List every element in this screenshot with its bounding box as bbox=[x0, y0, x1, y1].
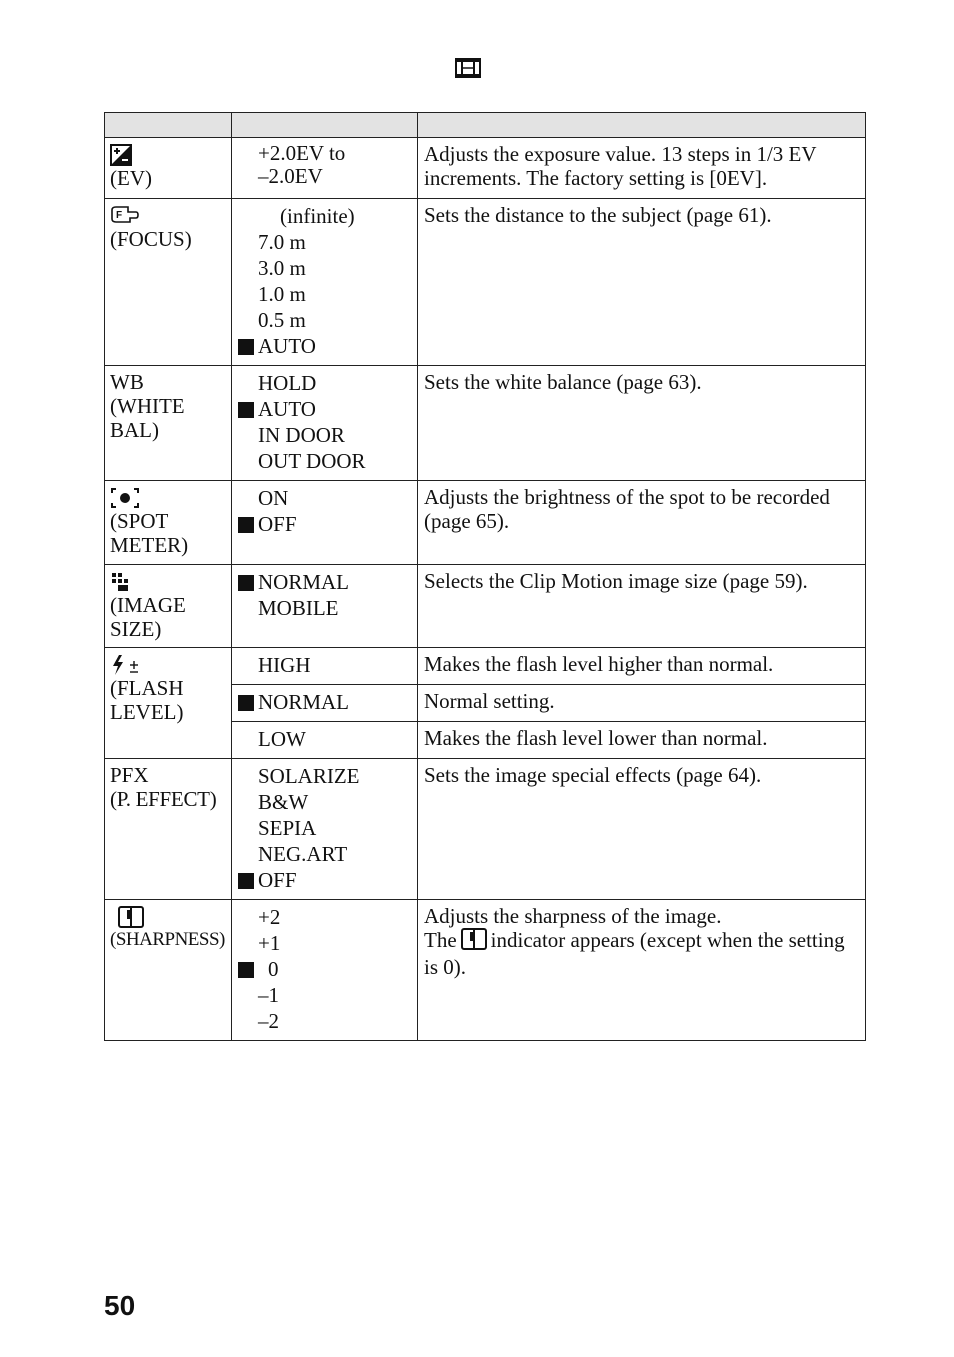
item-cell bbox=[105, 366, 232, 481]
description-cell: Makes the flash level lower than normal. bbox=[418, 722, 866, 759]
option: SEPIA bbox=[258, 816, 317, 840]
item-label: (P. EFFECT) bbox=[110, 787, 217, 811]
option-label: AUTO bbox=[258, 334, 316, 358]
table-row bbox=[105, 648, 866, 685]
option: +2 bbox=[258, 905, 281, 929]
option-label: NORMAL bbox=[258, 690, 350, 714]
options-cell bbox=[232, 685, 418, 722]
flash-level-icon bbox=[110, 654, 225, 676]
default-marker bbox=[238, 339, 254, 355]
option: IN DOOR bbox=[258, 423, 345, 447]
item-cell bbox=[105, 565, 232, 648]
option: 1.0 m bbox=[258, 282, 306, 306]
options-cell bbox=[232, 138, 418, 199]
options-cell bbox=[232, 565, 418, 648]
item-label: SIZE) bbox=[110, 617, 162, 641]
movie-mode-icon bbox=[455, 58, 481, 78]
header-item bbox=[105, 113, 232, 138]
focus-icon bbox=[110, 205, 225, 227]
page-number: 50 bbox=[104, 1290, 136, 1321]
exposure-icon bbox=[110, 144, 225, 166]
header-setting bbox=[232, 113, 418, 138]
description-cell: Makes the flash level higher than normal. bbox=[418, 648, 866, 685]
options-cell bbox=[232, 722, 418, 759]
option: MOBILE bbox=[258, 596, 339, 620]
options-cell bbox=[232, 759, 418, 900]
option: 3.0 m bbox=[258, 256, 306, 280]
item-label: (FOCUS) bbox=[110, 227, 192, 251]
option-label: OFF bbox=[258, 512, 297, 536]
item-label: (WHITE bbox=[110, 394, 185, 418]
table-row bbox=[105, 759, 866, 900]
options-cell bbox=[232, 900, 418, 1041]
default-marker bbox=[238, 962, 254, 978]
item-label: LEVEL) bbox=[110, 700, 184, 724]
description-cell: Sets the white balance (page 63). bbox=[418, 366, 866, 481]
options-cell bbox=[232, 366, 418, 481]
description-cell: Adjusts the exposure value. 13 steps in 1/3 EV increments. The factory setting is [0EV]. bbox=[418, 138, 866, 199]
option: HIGH bbox=[258, 653, 311, 677]
options-cell bbox=[232, 481, 418, 565]
default-marker bbox=[238, 402, 254, 418]
table-row bbox=[105, 366, 866, 481]
option: ON bbox=[258, 486, 289, 510]
description-line bbox=[424, 928, 859, 979]
option-label: NORMAL bbox=[258, 570, 350, 594]
option-default bbox=[238, 689, 411, 715]
item-cell bbox=[105, 138, 232, 199]
option: HOLD bbox=[258, 371, 317, 395]
item-label: (SPOT bbox=[110, 509, 169, 533]
sharpness-indicator-icon bbox=[461, 928, 487, 955]
option-default bbox=[238, 396, 411, 422]
item-label: BAL) bbox=[110, 418, 159, 442]
option: NEG.ART bbox=[258, 842, 348, 866]
table-row bbox=[105, 900, 866, 1041]
description-cell: Sets the distance to the subject (page 61). bbox=[418, 199, 866, 366]
description-cell: Sets the image special effects (page 64). bbox=[418, 759, 866, 900]
option-default bbox=[238, 956, 411, 982]
description-cell: Selects the Clip Motion image size (page 59). bbox=[418, 565, 866, 648]
item-label: (SHARPNESS) bbox=[110, 929, 225, 950]
option-default bbox=[238, 569, 411, 595]
option: –2.0EV bbox=[258, 164, 323, 188]
options-cell bbox=[232, 648, 418, 685]
option-label: AUTO bbox=[258, 397, 316, 421]
item-cell bbox=[105, 759, 232, 900]
item-cell bbox=[105, 481, 232, 565]
option: –2 bbox=[258, 1009, 279, 1033]
item-label: (EV) bbox=[110, 166, 152, 190]
option-label: OFF bbox=[258, 868, 297, 892]
option-default bbox=[238, 867, 411, 893]
spot-meter-icon bbox=[110, 487, 225, 509]
table-row bbox=[105, 138, 866, 199]
image-size-icon bbox=[110, 571, 225, 593]
option: 7.0 m bbox=[258, 230, 306, 254]
option: B&W bbox=[258, 790, 309, 814]
option: (infinite) bbox=[280, 204, 355, 228]
item-label: METER) bbox=[110, 533, 189, 557]
options-cell bbox=[232, 199, 418, 366]
description-cell bbox=[418, 900, 866, 1041]
option-default bbox=[238, 333, 411, 359]
option: 0.5 m bbox=[258, 308, 306, 332]
table-row bbox=[105, 565, 866, 648]
default-marker bbox=[238, 517, 254, 533]
default-marker bbox=[238, 873, 254, 889]
item-label: WB bbox=[110, 370, 144, 394]
option: OUT DOOR bbox=[258, 449, 366, 473]
option: +2.0EV to bbox=[258, 141, 346, 165]
item-label: PFX bbox=[110, 763, 149, 787]
description-text: The bbox=[424, 928, 457, 952]
sharpness-icon bbox=[118, 906, 231, 928]
settings-table bbox=[104, 112, 866, 1041]
description-line: Adjusts the sharpness of the image. bbox=[424, 904, 722, 928]
item-cell bbox=[105, 900, 232, 1041]
option: +1 bbox=[258, 931, 281, 955]
item-label: (IMAGE bbox=[110, 593, 186, 617]
item-cell bbox=[105, 648, 232, 759]
description-text: indicator appears (except when the setting is 0). bbox=[424, 928, 845, 979]
item-label: (FLASH bbox=[110, 676, 184, 700]
header-description bbox=[418, 113, 866, 138]
option-default bbox=[238, 511, 411, 537]
option: LOW bbox=[258, 727, 306, 751]
table-row bbox=[105, 199, 866, 366]
default-marker bbox=[238, 695, 254, 711]
description-cell: Normal setting. bbox=[418, 685, 866, 722]
table-row bbox=[105, 481, 866, 565]
description-cell: Adjusts the brightness of the spot to be recorded (page 65). bbox=[418, 481, 866, 565]
option-label: 0 bbox=[268, 957, 279, 981]
table-header-row bbox=[105, 113, 866, 138]
item-cell bbox=[105, 199, 232, 366]
option: SOLARIZE bbox=[258, 764, 360, 788]
option: –1 bbox=[258, 983, 279, 1007]
svg-text:F: F bbox=[116, 210, 123, 221]
default-marker bbox=[238, 575, 254, 591]
